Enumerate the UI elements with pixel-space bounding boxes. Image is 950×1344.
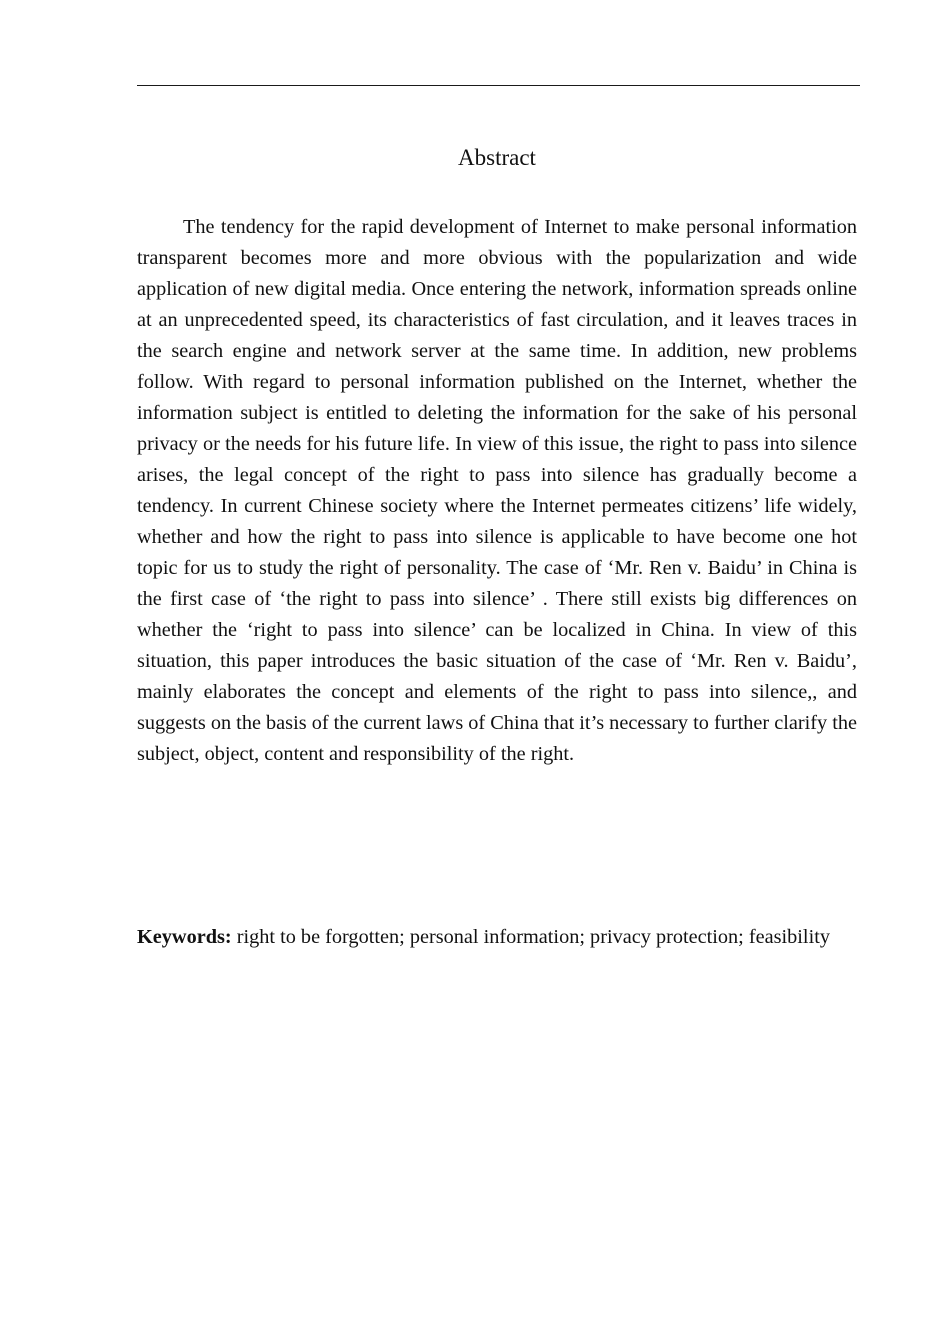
abstract-body: The tendency for the rapid development of Internet to make personal information transparent becomes more and more obvious with the popularization and wide application of new digital media. Once entering the network, information spreads online at an unprecedented speed, its characteristics of fast circulation, and it leaves traces in the search engine and network server at the same time. In addition, new problems follow. With regard to personal information published on the Internet, whether the information subject is entitled to deleting the information for the sake of his personal privacy or the needs for his future life. In view of this issue, the right to pass into silence arises, the legal concept of the right to pass into silence has gradually become a tendency. In current Chinese society where the Internet permeates citizens’ life widely, whether and how the right to pass into silence is applicable to have become one hot topic for us to study the right of personality. The case of ‘Mr. Ren v. Baidu’ in China is the first case of ‘the right to pass into silence’ . There still exists big differences on whether the ‘right to pass into silence’ can be localized in China. In view of this situation, this paper introduces the basic situation of the case of ‘Mr. Ren v. Baidu’, mainly elaborates the concept and elements of the right to pass into silence,, and suggests on the basis of the current laws of China that it’s necessary to further clarify the subject, object, content and responsibility of the right.	[137, 216, 857, 765]
abstract-title: Abstract	[458, 145, 536, 170]
keywords-label: Keywords:	[137, 926, 232, 948]
keywords-line	[137, 922, 857, 953]
keywords-text: right to be forgotten; personal information; privacy protection; feasibility	[231, 926, 830, 948]
header-rule	[137, 85, 860, 86]
